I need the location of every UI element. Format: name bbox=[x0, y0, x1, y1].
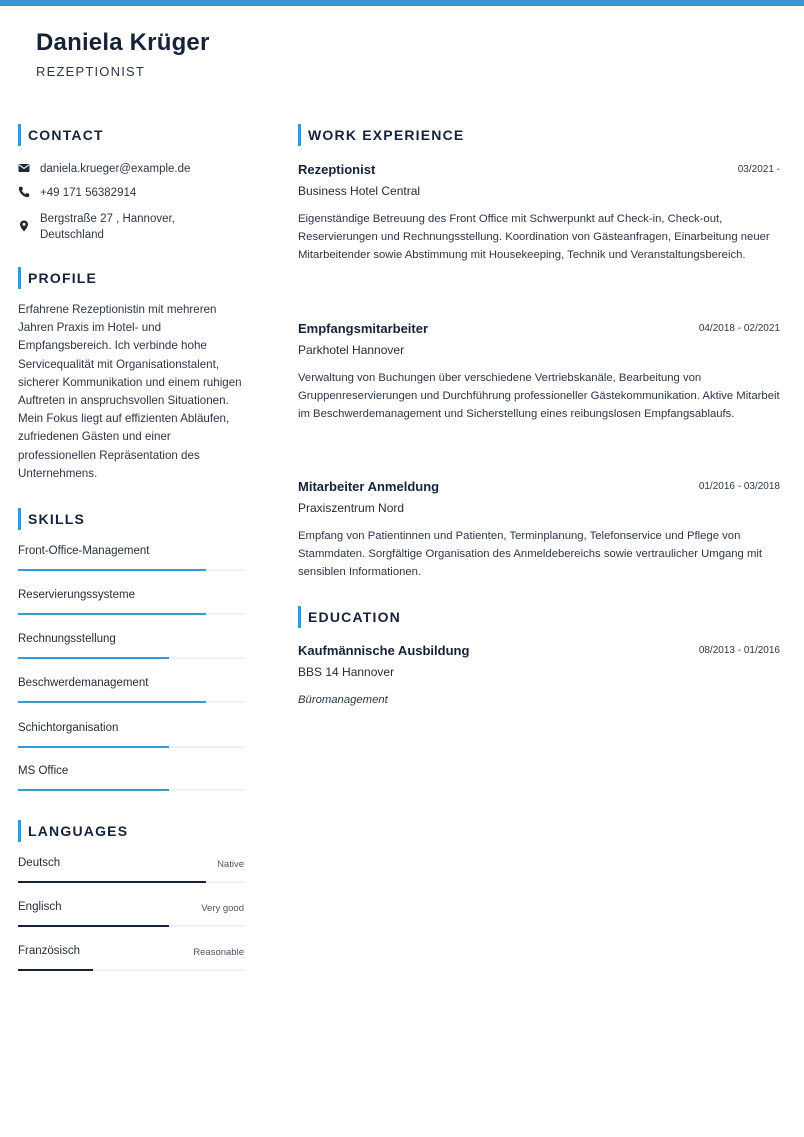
job-description: Empfang von Patientinnen und Patienten, Terminplanung, Telefonservice und Pflege von Stammdaten. Sorgfältige Organisation des Anmeldebereichs sowie vertraulicher Umgang mit sensiblen Informationen. bbox=[298, 530, 763, 579]
job-dates: 04/2018 - 02/2021 bbox=[698, 323, 780, 334]
language-item bbox=[18, 857, 244, 887]
phone-icon bbox=[18, 186, 30, 198]
language-level-track bbox=[18, 969, 244, 971]
education-heading: EDUCATION bbox=[298, 606, 401, 628]
language-level-text: Native bbox=[217, 859, 244, 870]
top-accent-bar bbox=[0, 0, 804, 6]
skill-label: Rechnungsstellung bbox=[18, 633, 116, 645]
job-title: Rezeptionist bbox=[298, 162, 376, 177]
skill-level-fill bbox=[18, 701, 206, 703]
contact-phone-text: +49 171 56382914 bbox=[40, 187, 137, 199]
education-field: Büromanagement bbox=[298, 694, 388, 706]
skill-item bbox=[18, 589, 244, 619]
language-level-text: Reasonable bbox=[193, 947, 244, 958]
profile-heading: PROFILE bbox=[18, 267, 97, 289]
skill-item bbox=[18, 722, 244, 752]
education-title: Kaufmännische Ausbildung bbox=[298, 643, 470, 658]
education-school: BBS 14 Hannover bbox=[298, 665, 395, 679]
job-company: Praxiszentrum Nord bbox=[298, 501, 405, 515]
skill-item bbox=[18, 765, 244, 795]
location-pin-icon bbox=[18, 220, 30, 232]
skill-level-fill bbox=[18, 746, 169, 748]
skill-level-track bbox=[18, 746, 244, 748]
language-item bbox=[18, 945, 244, 975]
skills-heading: SKILLS bbox=[18, 508, 85, 530]
skill-level-track bbox=[18, 613, 244, 615]
candidate-role: REZEPTIONIST bbox=[36, 64, 146, 79]
languages-heading: LANGUAGES bbox=[18, 820, 128, 842]
skill-level-fill bbox=[18, 569, 206, 571]
language-level-fill bbox=[18, 969, 93, 971]
language-level-fill bbox=[18, 925, 169, 927]
language-level-fill bbox=[18, 881, 206, 883]
language-level-track bbox=[18, 881, 244, 883]
job-dates: 01/2016 - 03/2018 bbox=[698, 481, 780, 492]
work-experience-heading: WORK EXPERIENCE bbox=[298, 124, 464, 146]
education-dates: 08/2013 - 01/2016 bbox=[698, 645, 780, 656]
language-level-text: Very good bbox=[201, 903, 244, 914]
skill-item bbox=[18, 633, 244, 663]
skill-item bbox=[18, 545, 244, 575]
skill-level-track bbox=[18, 701, 244, 703]
contact-heading: CONTACT bbox=[18, 124, 104, 146]
contact-address-text: Bergstraße 27 , Hannover, Deutschland bbox=[40, 213, 175, 241]
skill-label: Front-Office-Management bbox=[18, 545, 150, 557]
job-description: Verwaltung von Buchungen über verschiedene Vertriebskanäle, Bearbeitung von Gruppenreservierungen und Durchführung professioneller Gästekommunikation. Aktive Mitarbeit im Beschwerdemanagement und Sicherstellung eines reibungslosen Empfangsablaufs. bbox=[298, 372, 780, 421]
language-label: Französisch bbox=[18, 945, 80, 957]
contact-email-text: daniela.krueger@example.de bbox=[40, 163, 191, 175]
candidate-name: Daniela Krüger bbox=[36, 29, 210, 56]
language-level-track bbox=[18, 925, 244, 927]
skill-label: Reservierungssysteme bbox=[18, 589, 135, 601]
job-company: Business Hotel Central bbox=[298, 184, 421, 198]
skill-level-fill bbox=[18, 613, 206, 615]
skill-level-fill bbox=[18, 789, 169, 791]
skill-item bbox=[18, 677, 244, 707]
skill-level-track bbox=[18, 569, 244, 571]
job-description: Eigenständige Betreuung des Front Office mit Schwerpunkt auf Check-in, Check-out, Reservierungen und Rechnungsstellung. Koordination von Gästeanfragen, Einarbeitung neuer Mitarbeitender sowie Abstimmung mit Housekeeping, Technik und Veranstaltungsbereich. bbox=[298, 213, 770, 262]
language-item bbox=[18, 901, 244, 931]
envelope-icon bbox=[18, 162, 30, 174]
skill-level-track bbox=[18, 657, 244, 659]
language-label: Englisch bbox=[18, 901, 62, 913]
job-company: Parkhotel Hannover bbox=[298, 343, 405, 357]
job-dates: 03/2021 - bbox=[737, 164, 780, 175]
skill-label: MS Office bbox=[18, 765, 69, 777]
skill-label: Beschwerdemanagement bbox=[18, 677, 149, 689]
skill-level-fill bbox=[18, 657, 169, 659]
language-label: Deutsch bbox=[18, 857, 61, 869]
skill-level-track bbox=[18, 789, 244, 791]
skill-label: Schichtorganisation bbox=[18, 722, 119, 734]
profile-text: Erfahrene Rezeptionistin mit mehreren Jahren Praxis im Hotel- und Empfangsbereich. Ich verbinde hohe Servicequalität mit Organisationstalent, sicherer Kommunikation und einem ruhigen Auftreten in anspruchsvollen Situationen. Mein Fokus liegt auf effizienten Abläufen, zufriedenen Gästen und einer professionellen Repräsentation des Unternehmens. bbox=[18, 303, 242, 480]
job-title: Mitarbeiter Anmeldung bbox=[298, 479, 440, 494]
job-title: Empfangsmitarbeiter bbox=[298, 321, 429, 336]
